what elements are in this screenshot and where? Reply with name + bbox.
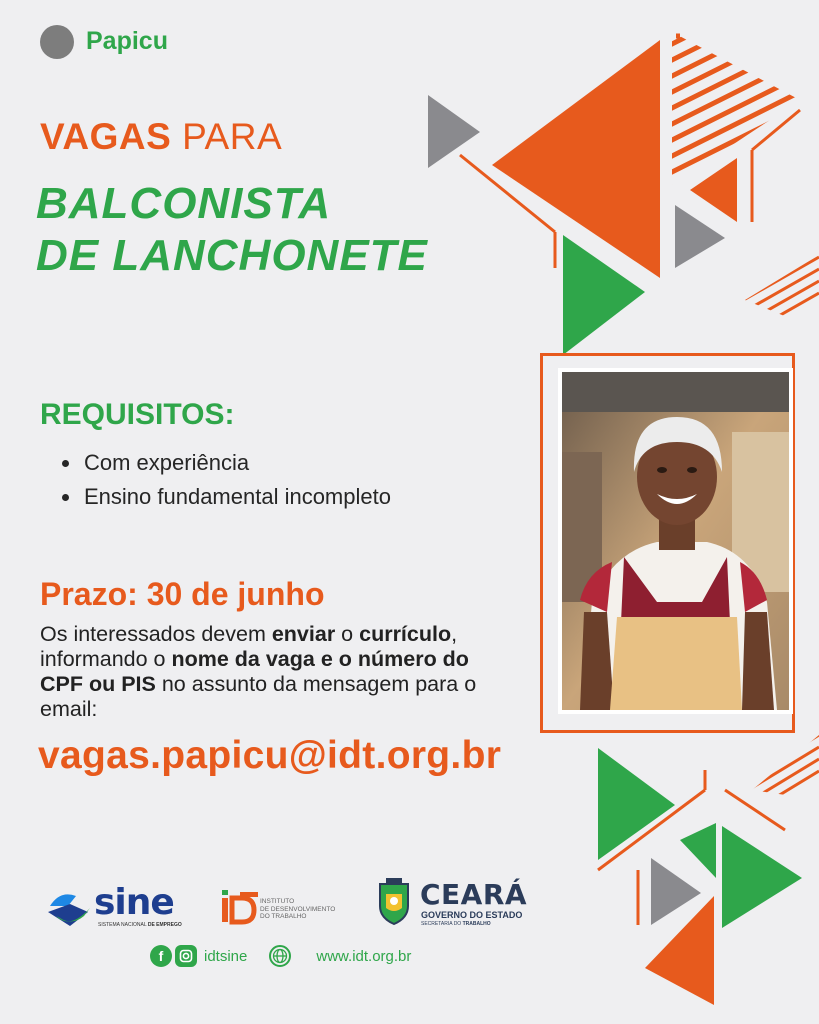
website-link[interactable]: www.idt.org.br [316,947,412,965]
job-title-line-2: DE LANCHONETE [36,231,428,280]
sine-subtitle [98,922,182,928]
social-row [150,943,411,969]
sine-logo [46,882,191,932]
idt-mark-icon [220,888,260,928]
instagram-icon[interactable] [175,945,197,967]
ceara-subtitle-2-a: SECRETARIA DO [421,921,463,927]
instructions-text: , informando o [40,622,458,671]
worker-illustration [562,372,789,710]
email-link[interactable]: vagas.papicu@idt.org.br [38,734,502,777]
list-item: Ensino fundamental incompleto [62,482,391,516]
instructions-bold: currículo [359,622,452,646]
idt-subtitle-line: DE DESENVOLVIMENTO [260,905,336,913]
job-title-line-1: BALCONISTA [36,179,332,228]
idt-subtitle-line: DO TRABALHO [260,913,307,920]
globe-icon [269,945,291,967]
location-label: Papicu [86,27,168,55]
idt-subtitle-line: INSTITUTO [260,898,295,905]
ceara-subtitle-2-b: TRABALHO [462,921,491,927]
ceara-wordmark: CEARÁ [420,878,528,911]
sine-mark-icon [46,886,94,930]
headline-light: PARA [182,116,283,157]
sine-subtitle-a: SISTEMA NACIONAL [98,922,148,928]
instructions-text: o [335,622,360,646]
instructions-bold: nome da vaga e o número do CPF ou PIS [40,647,469,696]
ceara-subtitle: GOVERNO DO ESTADO [421,910,523,920]
instructions-text: no assunto da mensagem para o email: [40,672,477,721]
job-title [36,178,428,282]
ceara-subtitle-2 [421,921,491,927]
social-handle[interactable]: idtsine [204,947,248,965]
ceara-logo [374,878,534,928]
facebook-icon[interactable]: f [150,945,172,967]
worker-photo [558,368,793,714]
instructions-bold: enviar [271,622,336,646]
ceara-coat-of-arms-icon [374,878,414,926]
headline-strong: VAGAS [40,116,172,157]
deadline: Prazo: 30 de junho [40,576,325,612]
list-item: Com experiência [62,448,391,482]
sine-wordmark: sine [94,882,174,923]
requirements-list [62,448,391,516]
location-dot [40,25,74,59]
instructions-text: Os interessados devem [40,622,272,646]
instructions [40,622,510,722]
headline [40,116,282,158]
idt-logo [220,888,350,932]
idt-subtitle [260,898,335,921]
requirements-title: REQUISITOS: [40,398,235,431]
sine-subtitle-b: DE EMPREGO [147,922,182,928]
